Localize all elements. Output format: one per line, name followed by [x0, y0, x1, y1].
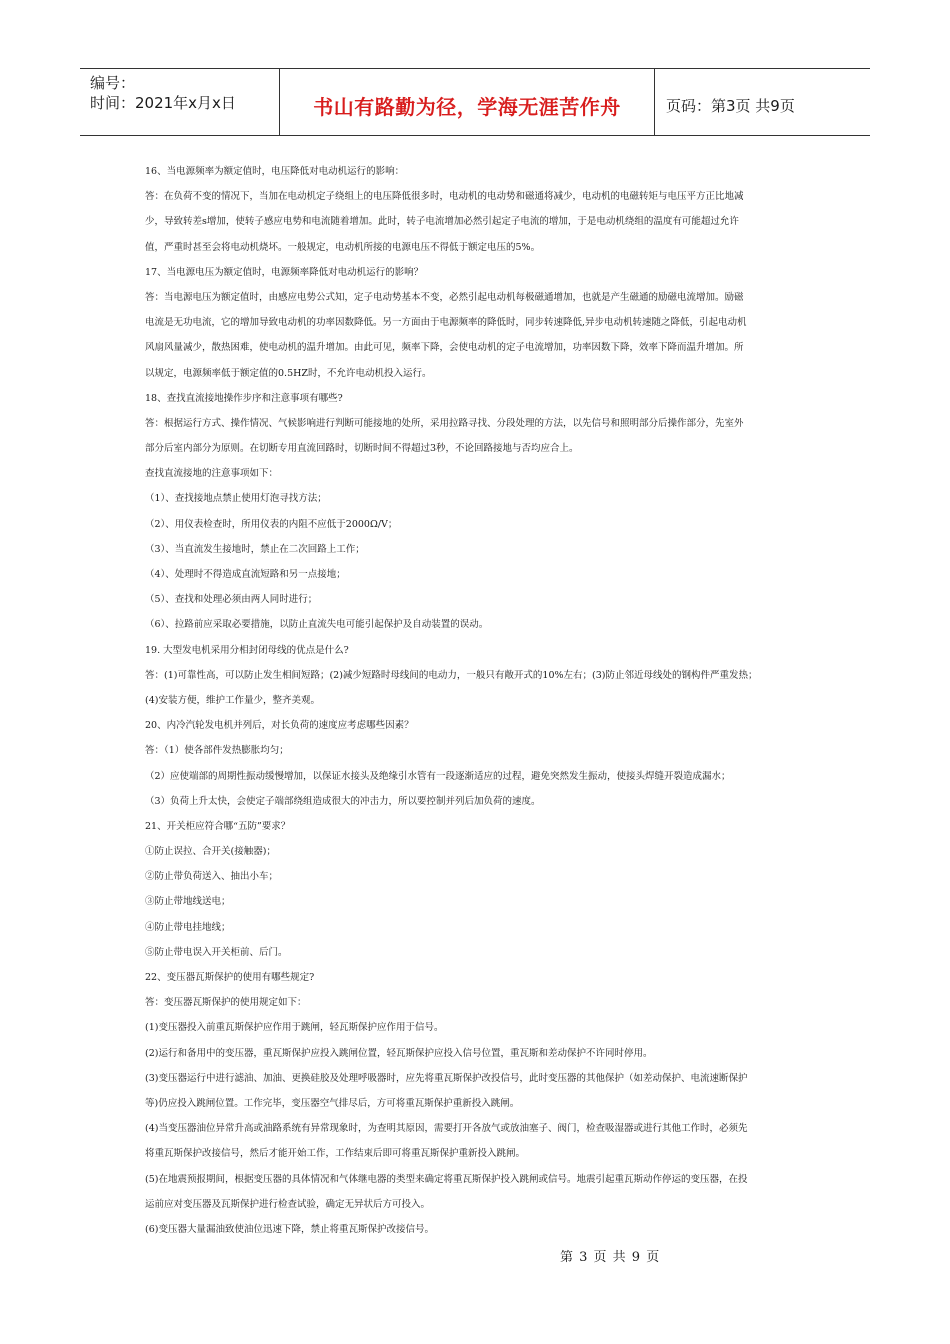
page-footer: 第 3 页 共 9 页 [560, 1250, 661, 1265]
text-line: 答：变压器瓦斯保护的使用规定如下： [145, 997, 307, 1009]
date-label: 时间：2021年x月x日 [90, 94, 236, 112]
text-line: 16、当电源频率为额定值时，电压降低对电动机运行的影响： [145, 166, 405, 177]
text-line: （1）、查找接地点禁止使用灯泡寻找方法； [145, 493, 327, 505]
text-line: 查找直流接地的注意事项如下： [145, 468, 279, 480]
text-line: (6)变压器大量漏油致使油位迅速下降，禁止将重瓦斯保护改接信号。 [145, 1223, 434, 1235]
text-line: ③防止带地线送电； [145, 896, 231, 908]
code-label: 编号： [90, 74, 136, 92]
text-line: (3)变压器运行中进行滤油、加油、更换硅胶及处理呼吸器时，应先将重瓦斯保护改投信号，此时变压器的其他保护（如差动保护、电流速断保护 [145, 1072, 748, 1084]
text-line: 部分后室内部分为原则。在切断专用直流回路时，切断时间不得超过3秒，不论回路接地与否均应合上。 [145, 443, 579, 455]
text-line: （2）应使端部的周期性振动缓慢增加，以保证水接头及绝缘引水管有一段逐渐适应的过程，避免突然发生振动，使接头焊缝开裂造成漏水； [145, 770, 731, 782]
text-line: 答：当电源电压为额定值时，由感应电势公式知，定子电动势基本不变，必然引起电动机每极磁通增加，也就是产生磁通的励磁电流增加。励磁 [145, 291, 744, 303]
text-line: 21、开关柜应符合哪“五防”要求？ [145, 820, 291, 832]
text-line: 少，导致转差s增加，使转子感应电势和电流随着增加。此时，转子电流增加必然引起定子电流的增加，于是电动机绕组的温度有可能超过允许 [145, 216, 739, 228]
text-line: 值，严重时甚至会将电动机烧坏。一般规定，电动机所接的电源电压不得低于额定电压的5%。 [145, 241, 541, 253]
text-line: ④防止带电挂地线； [145, 921, 231, 933]
text-line: 答：在负荷不变的情况下，当加在电动机定子绕组上的电压降低很多时，电动机的电动势和磁通将减少，电动机的电磁转矩与电压平方正比地减 [145, 191, 744, 203]
text-line: 答：（1）使各部件发热膨胀均匀； [145, 745, 289, 757]
text-line: 19. 大型发电机采用分相封闭母线的优点是什么? [145, 644, 349, 656]
text-line: ⑤防止带电误入开关柜前、后门。 [145, 946, 288, 958]
text-line: ②防止带负荷送入、抽出小车； [145, 871, 279, 883]
text-line: （2）、用仪表检查时，所用仪表的内阻不应低于2000Ω/V； [145, 518, 398, 530]
text-line: ①防止误拉、合开关(接触器)； [145, 846, 276, 858]
text-line: 20、内冷汽轮发电机并列后，对长负荷的速度应考虑哪些因素？ [145, 720, 414, 732]
text-line: 电流是无功电流，它的增加导致电动机的功率因数降低。另一方面由于电源频率的降低时，同步转速降低,异步电动机转速随之降低，引起电动机 [145, 317, 747, 329]
header-meta [80, 69, 280, 135]
header-page-code: 页码：第3页 共9页 [666, 96, 795, 115]
text-line: 风扇风量减少，散热困难，使电动机的温升增加。由此可见，频率下降，会使电动机的定子电流增加，功率因数下降，效率下降而温升增加。所 [145, 342, 744, 354]
text-line: 22、变压器瓦斯保护的使用有哪些规定? [145, 972, 315, 983]
text-line: （4）、处理时不得造成直流短路和另一点接地； [145, 569, 346, 580]
text-line: （3）负荷上升太快，会使定子端部绕组造成很大的冲击力，所以要控制并列后加负荷的速度。 [145, 795, 541, 807]
text-line: 答：(1)可靠性高，可以防止发生相间短路；(2)减少短路时母线间的电动力，一般只有敞开式的10%左右；(3)防止邻近母线处的钢构件严重发热； [145, 669, 758, 681]
text-line: 将重瓦斯保护改接信号，然后才能开始工作，工作结束后即可将重瓦斯保护重新投入跳闸。 [145, 1148, 526, 1160]
page-header [80, 68, 870, 136]
text-line: （3）、当直流发生接地时，禁止在二次回路上工作； [145, 543, 365, 555]
text-line: （6）、拉路前应采取必要措施，以防止直流失电可能引起保护及自动装置的误动。 [145, 619, 489, 631]
header-motto: 书山有路勤为径，学海无涯苦作舟 [313, 94, 621, 119]
text-line: 答：根据运行方式、操作情况、气候影响进行判断可能接地的处所，采用拉路寻找、分段处理的方法，以先信号和照明部分后操作部分，先室外 [145, 417, 744, 429]
text-line: (5)在地震预报期间，根据变压器的具体情况和气体继电器的类型来确定将重瓦斯保护投入跳闸或信号。地震引起重瓦斯动作停运的变压器，在投 [145, 1173, 748, 1185]
text-line: 以规定，电源频率低于额定值的0.5HZ时，不允许电动机投入运行。 [145, 367, 432, 379]
text-line: (4)安装方便，维护工作量少，整齐美观。 [145, 694, 320, 706]
header-motto-cell [280, 69, 655, 135]
text-line: (2)运行和备用中的变压器，重瓦斯保护应投入跳闸位置，轻瓦斯保护应投入信号位置，重瓦斯和差动保护不许同时停用。 [145, 1047, 653, 1059]
text-line: 18、查找直流接地操作步序和注意事项有哪些? [145, 392, 343, 404]
text-line: 17、当电源电压为额定值时，电源频率降低对电动机运行的影响？ [145, 266, 424, 278]
text-line: （5）、查找和处理必须由两人同时进行； [145, 594, 318, 606]
document-body [145, 159, 813, 1242]
text-line: 运前应对变压器及瓦斯保护进行检查试验，确定无异状后方可投入。 [145, 1198, 431, 1210]
text-line: (1)变压器投入前重瓦斯保护应作用于跳闸，轻瓦斯保护应作用于信号。 [145, 1022, 444, 1034]
text-line: 等)仍应投入跳闸位置。工作完毕，变压器空气排尽后，方可将重瓦斯保护重新投入跳闸。 [145, 1097, 520, 1109]
text-line: (4)当变压器油位异常升高或油路系统有异常现象时，为查明其原因，需要打开各放气或放油塞子、阀门，检查吸湿器或进行其他工作时，必须先 [145, 1123, 748, 1135]
